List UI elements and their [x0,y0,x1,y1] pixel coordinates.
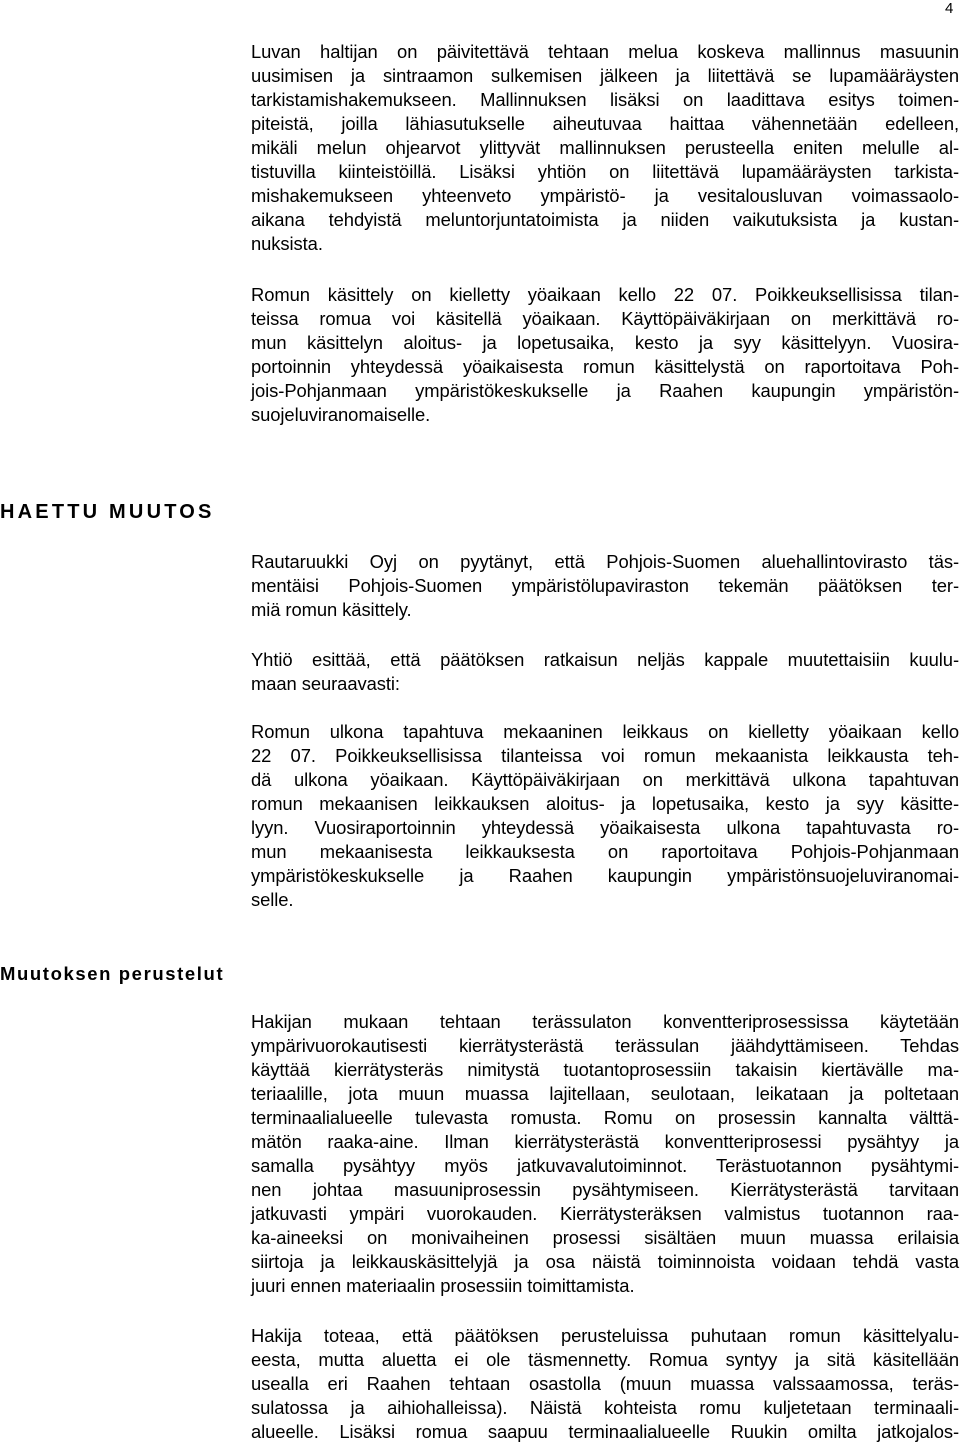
paragraph-5-line: Romun ulkona tapahtuva mekaaninen leikkaus on kielletty yöaikaan kello [251,721,959,742]
paragraph-7-line: usealla eri Raahen tehtaan osastolla (muun muassa valssaamossa, teräs- [251,1373,959,1394]
paragraph-5-line: 22 07. Poikkeuksellisissa tilanteissa voi romun mekaanista leikkausta teh- [251,745,959,766]
paragraph-7-line: alueelle. Lisäksi romua saapuu terminaalialueelle Ruukin omilta jatkojalos- [251,1421,959,1442]
paragraph-5-line: romun mekaanisen leikkauksen aloitus- ja lopetusaika, kesto ja syy käsitte- [251,793,959,814]
paragraph-6-line: Hakijan mukaan tehtaan terässulaton konventteriprosessissa käytetään [251,1011,959,1032]
paragraph-1-line: uusimisen ja sintraamon sulkemisen jälkeen ja liitettävä se lupamääräysten [251,65,959,86]
paragraph-1-line: mishakemukseen yhteenveto ympäristö- ja vesitalousluvan voimassaolo- [251,185,959,206]
paragraph-3-line: Rautaruukki Oyj on pyytänyt, että Pohjois-Suomen aluehallintovirasto täs- [251,551,959,572]
paragraph-6-line: siirtoja ja leikkauskäsittelyjä ja osa näistä toiminnoista voidaan tehdä vasta [251,1251,959,1272]
paragraph-6-line: samalla pysähtyy myös jatkuvavalutoiminnot. Terästuotannon pysähtymi- [251,1155,959,1176]
paragraph-5-line: ympäristökeskukselle ja Raahen kaupungin ympäristönsuojeluviranomai- [251,865,959,886]
paragraph-2-line: Romun käsittely on kielletty yöaikaan kello 22 07. Poikkeuksellisissa tilan- [251,284,959,305]
paragraph-6-line: ympärivuorokautisesti kierrätysterästä terässulan jäähdyttämiseen. Tehdas [251,1035,959,1056]
paragraph-2-line: suojeluviranomaiselle. [251,404,431,425]
paragraph-3-line: mentäisi Pohjois-Suomen ympäristölupaviraston tekemän päätöksen ter- [251,575,959,596]
paragraph-5-line: lyyn. Vuosiraportoinnin yhteydessä yöaikaisesta ulkona tapahtuvasta ro- [251,817,959,838]
paragraph-6-line: mätön raaka-aine. Ilman kierrätysterästä konventteriprosessi pysähtyy ja [251,1131,959,1152]
paragraph-5-line: dä ulkona yöaikaan. Käyttöpäiväkirjaan on merkittävä ulkona tapahtuvan [251,769,959,790]
paragraph-1-line: mikäli melun ohjearvot ylittyvät mallinnuksen perusteella eniten melulle al- [251,137,959,158]
paragraph-6-line: nen johtaa masuuniprosessin pysähtymiseen. Kierrätysterästä tarvitaan [251,1179,959,1200]
paragraph-2-line: teissa romua voi käsitellä yöaikaan. Käyttöpäiväkirjaan on merkittävä ro- [251,308,959,329]
paragraph-1-line: piteistä, joilla lähiasutukselle aiheutuvaa haittaa vähennetään edelleen, [251,113,959,134]
paragraph-5-line: mun mekaanisesta leikkauksesta on raportoitava Pohjois-Pohjanmaan [251,841,959,862]
paragraph-4-line: Yhtiö esittää, että päätöksen ratkaisun neljäs kappale muutettaisiin kuulu- [251,649,959,670]
paragraph-6-line: juuri ennen materiaalin prosessiin toimittamista. [251,1275,635,1296]
paragraph-3-line: miä romun käsittely. [251,599,412,620]
paragraph-1-line: nuksista. [251,233,323,254]
section-heading-muutoksen-perustelut: Muutoksen perustelut [0,963,225,984]
paragraph-6-line: terminaalialueelle tulevasta romusta. Romu on prosessin kannalta välttä- [251,1107,959,1128]
paragraph-2-line: jois-Pohjanmaan ympäristökeskukselle ja Raahen kaupungin ympäristön- [251,380,959,401]
paragraph-1-line: tarkistamishakemukseen. Mallinnuksen lisäksi on laadittava esitys toimen- [251,89,959,110]
paragraph-7-line: Hakija toteaa, että päätöksen perusteluissa puhutaan romun käsittelyalu- [251,1325,959,1346]
paragraph-5-line: selle. [251,889,294,910]
paragraph-2-line: portoinnin yhteydessä yöaikaisesta romun käsittelystä on raportoitava Poh- [251,356,959,377]
paragraph-4-line: maan seuraavasti: [251,673,400,694]
paragraph-6-line: ka-aineeksi on monivaiheinen prosessi sisältäen muun muassa erilaisia [251,1227,959,1248]
paragraph-1-line: Luvan haltijan on päivitettävä tehtaan melua koskeva mallinnus masuunin [251,41,959,62]
paragraph-7-line: eesta, mutta aluetta ei ole täsmennetty. Romua syntyy ja sitä käsitellään [251,1349,959,1370]
section-heading-haettu-muutos: HAETTU MUUTOS [0,501,215,523]
paragraph-1-line: aikana tehdyistä meluntorjuntatoimista ja niiden vaikutuksista ja kustan- [251,209,959,230]
page-number: 4 [945,0,954,17]
paragraph-2-line: mun käsittelyn aloitus- ja lopetusaika, kesto ja syy käsittelyyn. Vuosira- [251,332,959,353]
paragraph-7-line: sulatossa ja aihiohalleissa). Näistä kohteista romu kuljetetaan terminaali- [251,1397,959,1418]
paragraph-6-line: teriaalille, jota muun muassa lajitellaan, seulotaan, leikataan ja poltetaan [251,1083,959,1104]
paragraph-6-line: jatkuvasti ympäri vuorokauden. Kierrätysteräksen valmistus tuotannon raa- [251,1203,959,1224]
paragraph-6-line: käyttää kierrätysteräs nimitystä tuotantoprosessiin takaisin kiertävälle ma- [251,1059,959,1080]
paragraph-1-line: tistuvilla kiinteistöillä. Lisäksi yhtiön on liitettävä lupamääräysten tarkista- [251,161,959,182]
